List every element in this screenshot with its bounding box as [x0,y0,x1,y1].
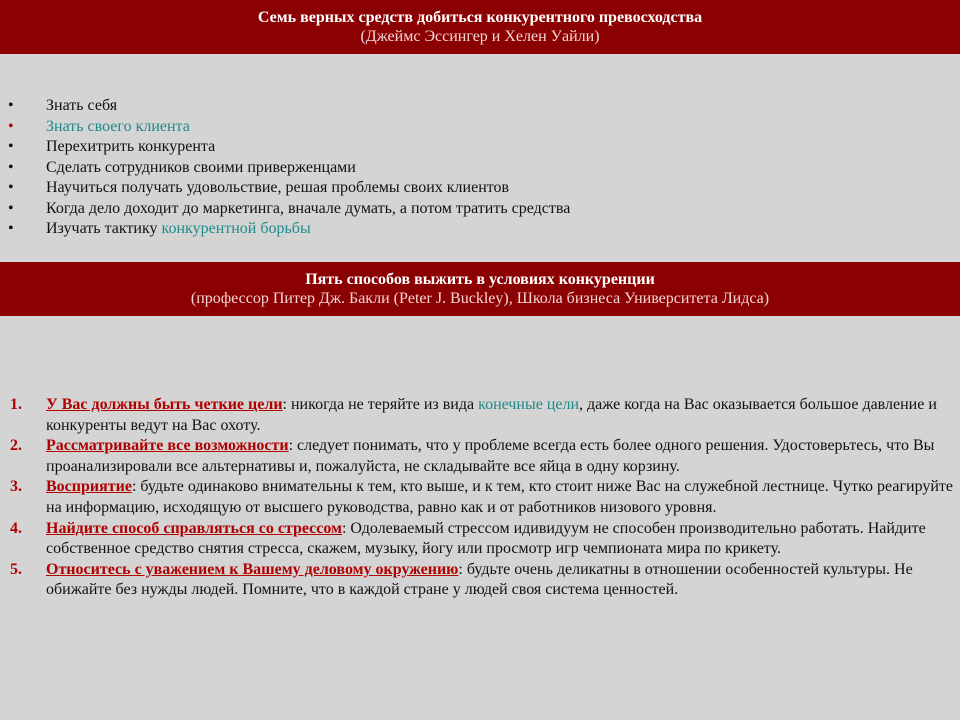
section2-title: Пять способов выжить в условиях конкуренции [305,271,655,288]
item-number: 1. [10,396,22,413]
bullet-text: Научиться получать удовольствие, решая проблемы своих клиентов [46,179,510,196]
bullet-item [0,117,570,138]
bullet-text: Сделать сотрудников своими приверженцами [46,158,356,176]
item-number: 4. [10,519,22,537]
item-text: : Одолеваемый стрессом идивидуум не способен производительно работать. Найдите собственное средство снятия стресса, скажем, музыку, йогу или просмотр игр чемпионата мира по крикету. [46,519,926,558]
section1-header [0,0,960,54]
bullet-text: Изучать тактику [46,220,162,237]
bullet-item [0,178,570,199]
item-text: : следует понимать, что у проблеме всегда есть более одного решения. Удостоверьтесь, что Вы проанализировали все альтернативы и, пожалуйста, не складывайте все яйца в одну корзину. [46,437,935,475]
bullet-text: Знать своего клиента [46,117,190,135]
numbered-item [0,436,960,477]
numbered-item [0,395,960,436]
item-text: : никогда не теряйте из вида [282,396,479,413]
item-number: 2. [10,437,22,455]
bullet-text: Когда дело доходит до маркетинга, вначале думать, а потом тратить средства [46,199,571,217]
item-text: : будьте очень деликатны в отношении особенностей культуры. Не обижайте без нужды людей. Помните, что в каждой стране у людей своя система ценностей. [46,560,913,599]
bullet-text: Знать себя [46,97,118,114]
item-heading: Рассматривайте все возможности [46,437,289,455]
bullet-highlight: конкурентной борьбы [161,220,311,237]
bullet-item [0,219,570,240]
item-number: 5. [10,560,22,578]
item-number: 3. [10,478,22,496]
bullet-item [0,158,570,179]
bullet-text: Перехитрить конкурента [46,138,216,155]
numbered-item [0,560,960,601]
item-text: , даже когда на Вас оказывается большое давление и конкуренты ведут на Вас охоту. [46,396,937,434]
bullet-item [0,96,570,117]
section1-subtitle: (Джеймс Эссингер и Хелен Уайли) [360,28,600,45]
item-highlight: конечные цели [478,396,580,413]
bullet-item [0,137,570,158]
item-text: : будьте одинаково внимательны к тем, кто выше, и к тем, кто стоит ниже Вас на служебной лестнице. Чутко реагируйте на информацию, исходящую от высшего руководства, равно как и от работников низового уровня. [46,478,954,516]
bullet-item [0,199,570,220]
item-heading: У Вас должны быть четкие цели [46,396,283,413]
item-heading: Найдите способ справляться со стрессом [46,519,342,537]
section2-header [0,262,960,316]
section1-title: Семь верных средств добиться конкурентного превосходства [257,9,703,26]
section2-subtitle: (профессор Питер Дж. Бакли (Peter J. Buckley), Школа бизнеса Университета Лидса) [190,290,770,307]
numbered-item [0,519,960,560]
section1-bullet-list [0,96,570,240]
item-heading: Относитесь с уважением к Вашему деловому окружению [46,560,459,578]
numbered-item [0,477,960,518]
section2-numbered-list [0,395,960,601]
item-heading: Восприятие [46,478,132,496]
